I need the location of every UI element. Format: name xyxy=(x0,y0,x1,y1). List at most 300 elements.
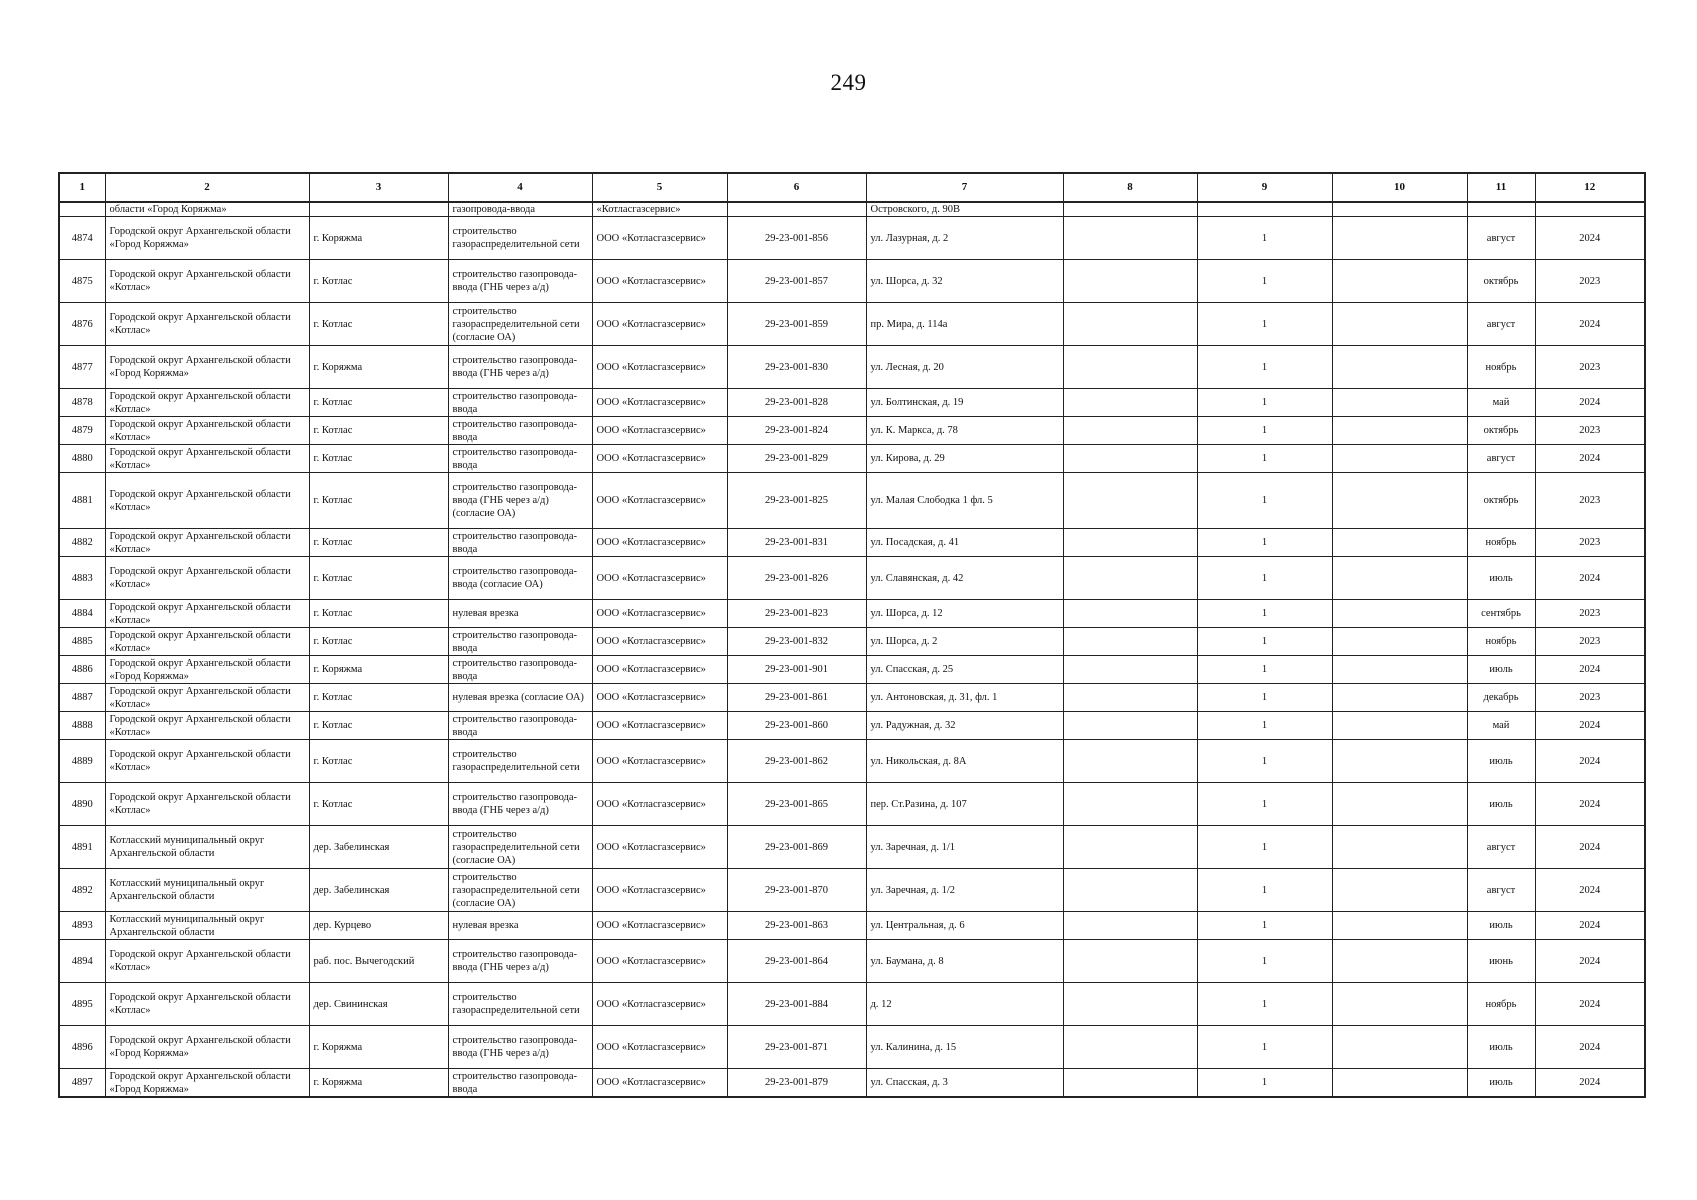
table-cell-c9: 1 xyxy=(1197,912,1332,940)
table-row xyxy=(59,260,1645,303)
table-cell-org: ООО «Котласгазсервис» xyxy=(592,628,727,656)
table-cell-mun: Котласский муниципальный округ Архангельской области xyxy=(105,826,309,869)
table-cell-work: строительство газопровода-ввода xyxy=(448,417,592,445)
table-row xyxy=(59,445,1645,473)
table-cell-work: строительство газопровода-ввода (согласие ОА) xyxy=(448,557,592,600)
table-cell-addr: ул. Шорса, д. 2 xyxy=(866,628,1063,656)
table-cell-org: ООО «Котласгазсервис» xyxy=(592,712,727,740)
table-cell-code: 29-23-001-861 xyxy=(727,684,866,712)
table-cell-work: строительство газопровода-ввода (ГНБ через а/д) xyxy=(448,940,592,983)
table-cell-loc: дер. Забелинская xyxy=(309,869,448,912)
table-cell-year: 2024 xyxy=(1535,557,1645,600)
table-cell-c9: 1 xyxy=(1197,1069,1332,1098)
table-cell-mun: Городской округ Архангельской области «Котлас» xyxy=(105,983,309,1026)
table-cell-num: 4890 xyxy=(59,783,105,826)
table-row xyxy=(59,740,1645,783)
table-cell-work: нулевая врезка (согласие ОА) xyxy=(448,684,592,712)
table-cell-c10 xyxy=(1332,303,1467,346)
table-cell-year: 2023 xyxy=(1535,628,1645,656)
table-cell-c10 xyxy=(1332,712,1467,740)
table-cell-num: 4895 xyxy=(59,983,105,1026)
table-cell-year: 2023 xyxy=(1535,417,1645,445)
table-cell-num: 4883 xyxy=(59,557,105,600)
table-cell-addr: ул. Центральная, д. 6 xyxy=(866,912,1063,940)
table-cell-year: 2024 xyxy=(1535,445,1645,473)
table-cell-c8 xyxy=(1063,684,1197,712)
table-cell-org: ООО «Котласгазсервис» xyxy=(592,600,727,628)
table-cell-c10 xyxy=(1332,869,1467,912)
table-cell-work: нулевая врезка xyxy=(448,600,592,628)
table-cell-year: 2024 xyxy=(1535,656,1645,684)
table-cell-mun: Городской округ Архангельской области «Котлас» xyxy=(105,529,309,557)
table-cell-work: нулевая врезка xyxy=(448,912,592,940)
table-row xyxy=(59,1069,1645,1098)
table-cell-addr: ул. Радужная, д. 32 xyxy=(866,712,1063,740)
table-cell-month: июнь xyxy=(1467,940,1535,983)
table-cell-year: 2024 xyxy=(1535,940,1645,983)
table-cell-loc: г. Котлас xyxy=(309,389,448,417)
data-table xyxy=(58,172,1646,1098)
table-cell-org: ООО «Котласгазсервис» xyxy=(592,1026,727,1069)
table-cell-code: 29-23-001-879 xyxy=(727,1069,866,1098)
table-cell-c8 xyxy=(1063,712,1197,740)
table-cell-loc: дер. Свининская xyxy=(309,983,448,1026)
table-cell-work: строительство газораспределительной сети xyxy=(448,217,592,260)
table-cell-year: 2024 xyxy=(1535,912,1645,940)
table-row xyxy=(59,303,1645,346)
table-cell-work: строительство газопровода-ввода (ГНБ через а/д) xyxy=(448,783,592,826)
table-row xyxy=(59,656,1645,684)
table-cell-c10 xyxy=(1332,260,1467,303)
table-cell-month: август xyxy=(1467,869,1535,912)
table-cell-work: строительство газораспределительной сети xyxy=(448,983,592,1026)
table-cell-loc: г. Котлас xyxy=(309,600,448,628)
table-cell-year: 2024 xyxy=(1535,1026,1645,1069)
table-cell-month: ноябрь xyxy=(1467,529,1535,557)
table-cell-mun: Городской округ Архангельской области «Город Коряжма» xyxy=(105,656,309,684)
table-cell-month: июль xyxy=(1467,783,1535,826)
table-cell-c10 xyxy=(1332,346,1467,389)
table-cell-c10 xyxy=(1332,656,1467,684)
table-cell-month: июль xyxy=(1467,740,1535,783)
table-cell-c8 xyxy=(1063,217,1197,260)
table-cell-addr: ул. Кирова, д. 29 xyxy=(866,445,1063,473)
table-cell-mun: Городской округ Архангельской области «Котлас» xyxy=(105,389,309,417)
table-cell-c10 xyxy=(1332,217,1467,260)
table-row xyxy=(59,684,1645,712)
table-cell-c10 xyxy=(1332,940,1467,983)
table-cell-org: ООО «Котласгазсервис» xyxy=(592,260,727,303)
table-cell-c9: 1 xyxy=(1197,389,1332,417)
table-cell-month: июль xyxy=(1467,656,1535,684)
table-cell-org: ООО «Котласгазсервис» xyxy=(592,346,727,389)
table-row xyxy=(59,529,1645,557)
table-cell-work: строительство газопровода-ввода (ГНБ через а/д) (согласие ОА) xyxy=(448,473,592,529)
table-cell-month: май xyxy=(1467,712,1535,740)
table-cell-c8 xyxy=(1063,912,1197,940)
table-cell-code: 29-23-001-860 xyxy=(727,712,866,740)
table-cell-loc: г. Коряжма xyxy=(309,656,448,684)
table-cell-org: ООО «Котласгазсервис» xyxy=(592,783,727,826)
col-header: 10 xyxy=(1332,173,1467,202)
table-cell-code: 29-23-001-870 xyxy=(727,869,866,912)
table-cell: Островского, д. 90В xyxy=(866,202,1063,217)
table-cell-c9: 1 xyxy=(1197,826,1332,869)
table-cell-month: июль xyxy=(1467,557,1535,600)
table-cell-org: ООО «Котласгазсервис» xyxy=(592,940,727,983)
table-cell-mun: Городской округ Архангельской области «Котлас» xyxy=(105,684,309,712)
table-cell-c8 xyxy=(1063,529,1197,557)
table-cell-work: строительство газопровода-ввода xyxy=(448,445,592,473)
table-cell-c8 xyxy=(1063,826,1197,869)
table-cell-num: 4892 xyxy=(59,869,105,912)
table-cell-code: 29-23-001-831 xyxy=(727,529,866,557)
table-cell-c10 xyxy=(1332,529,1467,557)
table-cell-c8 xyxy=(1063,740,1197,783)
table-cell-addr: ул. Лесная, д. 20 xyxy=(866,346,1063,389)
table-cell-addr: ул. Антоновская, д. 31, фл. 1 xyxy=(866,684,1063,712)
table-cell-c8 xyxy=(1063,869,1197,912)
table-cell-addr: ул. Шорса, д. 32 xyxy=(866,260,1063,303)
table-cell-code: 29-23-001-856 xyxy=(727,217,866,260)
table-cell-c9: 1 xyxy=(1197,303,1332,346)
table-cell-org: ООО «Котласгазсервис» xyxy=(592,529,727,557)
table-cell-work: строительство газопровода-ввода (ГНБ через а/д) xyxy=(448,1026,592,1069)
table-cell-year: 2023 xyxy=(1535,600,1645,628)
table-cell-month: ноябрь xyxy=(1467,346,1535,389)
table-cell-c9: 1 xyxy=(1197,712,1332,740)
table-cell-num: 4889 xyxy=(59,740,105,783)
table-cell-c9: 1 xyxy=(1197,940,1332,983)
table-cell-code: 29-23-001-865 xyxy=(727,783,866,826)
table-cell-month: октябрь xyxy=(1467,473,1535,529)
table-row xyxy=(59,628,1645,656)
table-cell-c9: 1 xyxy=(1197,346,1332,389)
col-header: 12 xyxy=(1535,173,1645,202)
table-cell-addr: пр. Мира, д. 114а xyxy=(866,303,1063,346)
table-cell-org: ООО «Котласгазсервис» xyxy=(592,303,727,346)
table-cell-month: июль xyxy=(1467,1026,1535,1069)
table-cell-c10 xyxy=(1332,740,1467,783)
table-row xyxy=(59,712,1645,740)
table-cell-addr: ул. Спасская, д. 25 xyxy=(866,656,1063,684)
table-cell-num: 4887 xyxy=(59,684,105,712)
table-cell-code: 29-23-001-823 xyxy=(727,600,866,628)
table-cell-c8 xyxy=(1063,303,1197,346)
table-cell-c8 xyxy=(1063,600,1197,628)
table-cell-c9: 1 xyxy=(1197,600,1332,628)
table-cell-mun: Городской округ Архангельской области «Котлас» xyxy=(105,417,309,445)
table-cell-addr: ул. Калинина, д. 15 xyxy=(866,1026,1063,1069)
table-cell-month: август xyxy=(1467,303,1535,346)
table-row xyxy=(59,473,1645,529)
table-cell-num: 4876 xyxy=(59,303,105,346)
table-cell xyxy=(1332,202,1467,217)
header-row xyxy=(59,173,1645,202)
table-cell-loc: г. Котлас xyxy=(309,712,448,740)
table-cell-mun: Городской округ Архангельской области «Котлас» xyxy=(105,557,309,600)
table-cell-mun: Городской округ Архангельской области «Котлас» xyxy=(105,940,309,983)
table-cell-num: 4894 xyxy=(59,940,105,983)
col-header: 2 xyxy=(105,173,309,202)
table-cell-mun: Городской округ Архангельской области «Котлас» xyxy=(105,600,309,628)
col-header: 7 xyxy=(866,173,1063,202)
table-row xyxy=(59,983,1645,1026)
table-cell-num: 4882 xyxy=(59,529,105,557)
table-cell-mun: Городской округ Архангельской области «Город Коряжма» xyxy=(105,1026,309,1069)
table-cell-num: 4885 xyxy=(59,628,105,656)
table-cell-c9: 1 xyxy=(1197,783,1332,826)
table-cell-work: строительство газораспределительной сети (согласие ОА) xyxy=(448,826,592,869)
table-cell-code: 29-23-001-826 xyxy=(727,557,866,600)
table-cell-month: июль xyxy=(1467,912,1535,940)
table-cell-org: ООО «Котласгазсервис» xyxy=(592,417,727,445)
table-cell-addr: ул. Славянская, д. 42 xyxy=(866,557,1063,600)
table-cell-c8 xyxy=(1063,389,1197,417)
col-header: 3 xyxy=(309,173,448,202)
table-cell-loc: г. Коряжма xyxy=(309,1026,448,1069)
table-cell xyxy=(59,202,105,217)
table-cell-code: 29-23-001-857 xyxy=(727,260,866,303)
table-cell-loc: г. Котлас xyxy=(309,628,448,656)
table-cell-loc: г. Котлас xyxy=(309,473,448,529)
table-cell-num: 4877 xyxy=(59,346,105,389)
table-cell-code: 29-23-001-862 xyxy=(727,740,866,783)
table-cell-year: 2024 xyxy=(1535,983,1645,1026)
table-cell-addr: ул. Посадская, д. 41 xyxy=(866,529,1063,557)
table-cell-year: 2024 xyxy=(1535,712,1645,740)
table-cell-c8 xyxy=(1063,473,1197,529)
table-cell-num: 4878 xyxy=(59,389,105,417)
table-cell-work: строительство газопровода-ввода xyxy=(448,389,592,417)
col-header: 6 xyxy=(727,173,866,202)
table-cell xyxy=(1197,202,1332,217)
table-cell-code: 29-23-001-864 xyxy=(727,940,866,983)
table-cell-c8 xyxy=(1063,656,1197,684)
table-cell: области «Город Коряжма» xyxy=(105,202,309,217)
table-cell-num: 4880 xyxy=(59,445,105,473)
table-cell-c10 xyxy=(1332,983,1467,1026)
table-cell-c8 xyxy=(1063,1026,1197,1069)
table-cell-code: 29-23-001-828 xyxy=(727,389,866,417)
table-cell-c9: 1 xyxy=(1197,656,1332,684)
table-cell-c10 xyxy=(1332,1069,1467,1098)
table-cell-org: ООО «Котласгазсервис» xyxy=(592,684,727,712)
table-cell-addr: пер. Ст.Разина, д. 107 xyxy=(866,783,1063,826)
table-cell-work: строительство газопровода-ввода (ГНБ через а/д) xyxy=(448,260,592,303)
table-cell-addr: ул. К. Маркса, д. 78 xyxy=(866,417,1063,445)
table-cell-addr: ул. Малая Слободка 1 фл. 5 xyxy=(866,473,1063,529)
table-row xyxy=(59,940,1645,983)
table-cell-org: ООО «Котласгазсервис» xyxy=(592,1069,727,1098)
table-cell-loc: г. Котлас xyxy=(309,260,448,303)
table-cell-work: строительство газораспределительной сети (согласие ОА) xyxy=(448,303,592,346)
table-cell-c8 xyxy=(1063,940,1197,983)
table-row xyxy=(59,912,1645,940)
table-cell-loc: г. Котлас xyxy=(309,684,448,712)
table-cell-work: строительство газораспределительной сети (согласие ОА) xyxy=(448,869,592,912)
table-cell-year: 2024 xyxy=(1535,303,1645,346)
table-cell-mun: Городской округ Архангельской области «Котлас» xyxy=(105,712,309,740)
table-row xyxy=(59,346,1645,389)
table-cell-mun: Городской округ Архангельской области «Котлас» xyxy=(105,740,309,783)
table-cell-num: 4897 xyxy=(59,1069,105,1098)
table-cell-work: строительство газопровода-ввода xyxy=(448,1069,592,1098)
table-cell-num: 4874 xyxy=(59,217,105,260)
table-cell-mun: Котласский муниципальный округ Архангельской области xyxy=(105,912,309,940)
table-cell-addr: ул. Заречная, д. 1/2 xyxy=(866,869,1063,912)
table-cell-num: 4886 xyxy=(59,656,105,684)
table-cell-c9: 1 xyxy=(1197,740,1332,783)
table-row xyxy=(59,826,1645,869)
table-cell-work: строительство газопровода-ввода xyxy=(448,656,592,684)
table-cell-num: 4875 xyxy=(59,260,105,303)
table-cell-loc: дер. Курцево xyxy=(309,912,448,940)
col-header: 11 xyxy=(1467,173,1535,202)
table-cell-month: август xyxy=(1467,826,1535,869)
table-cell-mun: Городской округ Архангельской области «Котлас» xyxy=(105,303,309,346)
table-cell-c10 xyxy=(1332,826,1467,869)
continuation-row xyxy=(59,202,1645,217)
table-cell-c8 xyxy=(1063,983,1197,1026)
table-cell-mun: Котласский муниципальный округ Архангельской области xyxy=(105,869,309,912)
table-cell-loc: г. Коряжма xyxy=(309,346,448,389)
table-cell-addr: ул. Заречная, д. 1/1 xyxy=(866,826,1063,869)
table-cell-c10 xyxy=(1332,912,1467,940)
table-row xyxy=(59,557,1645,600)
table-cell-org: ООО «Котласгазсервис» xyxy=(592,445,727,473)
table-row xyxy=(59,869,1645,912)
table-cell-c9: 1 xyxy=(1197,217,1332,260)
table-cell-org: ООО «Котласгазсервис» xyxy=(592,217,727,260)
table-cell-num: 4896 xyxy=(59,1026,105,1069)
table-cell-c10 xyxy=(1332,473,1467,529)
table-cell-work: строительство газопровода-ввода xyxy=(448,712,592,740)
table-cell-num: 4884 xyxy=(59,600,105,628)
table-cell-c10 xyxy=(1332,417,1467,445)
table-cell-c8 xyxy=(1063,628,1197,656)
table-cell-addr: ул. Спасская, д. 3 xyxy=(866,1069,1063,1098)
table-cell-year: 2023 xyxy=(1535,684,1645,712)
table-cell-c9: 1 xyxy=(1197,445,1332,473)
table-cell-c8 xyxy=(1063,417,1197,445)
table-cell-addr: ул. Болтинская, д. 19 xyxy=(866,389,1063,417)
table-cell-month: август xyxy=(1467,445,1535,473)
table-cell-num: 4881 xyxy=(59,473,105,529)
table-cell-loc: г. Коряжма xyxy=(309,217,448,260)
table-cell-month: ноябрь xyxy=(1467,628,1535,656)
col-header: 5 xyxy=(592,173,727,202)
table-cell-mun: Городской округ Архангельской области «Котлас» xyxy=(105,783,309,826)
table-cell xyxy=(727,202,866,217)
col-header: 4 xyxy=(448,173,592,202)
table-cell-c9: 1 xyxy=(1197,628,1332,656)
table-cell-month: октябрь xyxy=(1467,417,1535,445)
table-cell-loc: дер. Забелинская xyxy=(309,826,448,869)
table-cell-loc: г. Котлас xyxy=(309,303,448,346)
table-cell-loc: г. Котлас xyxy=(309,740,448,783)
table-cell xyxy=(1535,202,1645,217)
table-cell-month: август xyxy=(1467,217,1535,260)
table-cell-c9: 1 xyxy=(1197,529,1332,557)
page-number: 249 xyxy=(830,70,867,95)
table-row xyxy=(59,217,1645,260)
table-cell-year: 2023 xyxy=(1535,260,1645,303)
table-cell-org: ООО «Котласгазсервис» xyxy=(592,869,727,912)
table-cell-org: ООО «Котласгазсервис» xyxy=(592,557,727,600)
table-cell-addr: ул. Баумана, д. 8 xyxy=(866,940,1063,983)
table-cell-org: ООО «Котласгазсервис» xyxy=(592,740,727,783)
table-cell-code: 29-23-001-832 xyxy=(727,628,866,656)
table-cell-addr: д. 12 xyxy=(866,983,1063,1026)
table-row xyxy=(59,600,1645,628)
table-cell-work: строительство газопровода-ввода xyxy=(448,628,592,656)
table-cell-c8 xyxy=(1063,445,1197,473)
table-cell-c9: 1 xyxy=(1197,260,1332,303)
table-cell-c8 xyxy=(1063,1069,1197,1098)
col-header: 9 xyxy=(1197,173,1332,202)
table-cell-num: 4891 xyxy=(59,826,105,869)
table-cell-mun: Городской округ Архангельской области «Котлас» xyxy=(105,260,309,303)
col-header: 8 xyxy=(1063,173,1197,202)
table-cell-code: 29-23-001-830 xyxy=(727,346,866,389)
table-cell-org: ООО «Котласгазсервис» xyxy=(592,826,727,869)
table-cell-num: 4879 xyxy=(59,417,105,445)
table-cell-org: ООО «Котласгазсервис» xyxy=(592,912,727,940)
table-cell-c10 xyxy=(1332,783,1467,826)
table-cell-month: сентябрь xyxy=(1467,600,1535,628)
table-cell-addr: ул. Никольская, д. 8А xyxy=(866,740,1063,783)
table-cell-code: 29-23-001-884 xyxy=(727,983,866,1026)
table-cell-c10 xyxy=(1332,628,1467,656)
table-row xyxy=(59,1026,1645,1069)
table-cell-org: ООО «Котласгазсервис» xyxy=(592,983,727,1026)
table-cell-org: ООО «Котласгазсервис» xyxy=(592,656,727,684)
table-cell-year: 2024 xyxy=(1535,869,1645,912)
table-cell xyxy=(1467,202,1535,217)
table-cell-code: 29-23-001-859 xyxy=(727,303,866,346)
table-cell: «Котласгазсервис» xyxy=(592,202,727,217)
table-cell-c9: 1 xyxy=(1197,1026,1332,1069)
table-cell-c10 xyxy=(1332,445,1467,473)
table-cell-c10 xyxy=(1332,1026,1467,1069)
table-cell-year: 2023 xyxy=(1535,473,1645,529)
table-cell-num: 4888 xyxy=(59,712,105,740)
table-cell xyxy=(1063,202,1197,217)
table-cell-work: строительство газопровода-ввода (ГНБ через а/д) xyxy=(448,346,592,389)
table-cell-loc: г. Котлас xyxy=(309,529,448,557)
table-cell-month: декабрь xyxy=(1467,684,1535,712)
table-cell-month: ноябрь xyxy=(1467,983,1535,1026)
table-cell-c8 xyxy=(1063,557,1197,600)
table-cell: газопровода-ввода xyxy=(448,202,592,217)
table-cell-mun: Городской округ Архангельской области «Город Коряжма» xyxy=(105,217,309,260)
table-cell-code: 29-23-001-829 xyxy=(727,445,866,473)
table-cell-year: 2024 xyxy=(1535,217,1645,260)
table-cell-month: июль xyxy=(1467,1069,1535,1098)
table-cell-loc: г. Коряжма xyxy=(309,1069,448,1098)
table-cell-code: 29-23-001-869 xyxy=(727,826,866,869)
table-cell-c8 xyxy=(1063,346,1197,389)
table-cell-mun: Городской округ Архангельской области «Котлас» xyxy=(105,628,309,656)
table-cell-year: 2023 xyxy=(1535,529,1645,557)
table-row xyxy=(59,783,1645,826)
table-cell-org: ООО «Котласгазсервис» xyxy=(592,473,727,529)
table-cell-work: строительство газопровода-ввода xyxy=(448,529,592,557)
table-cell-c8 xyxy=(1063,783,1197,826)
table-cell-c9: 1 xyxy=(1197,417,1332,445)
table-cell-mun: Городской округ Архангельской области «Котлас» xyxy=(105,445,309,473)
